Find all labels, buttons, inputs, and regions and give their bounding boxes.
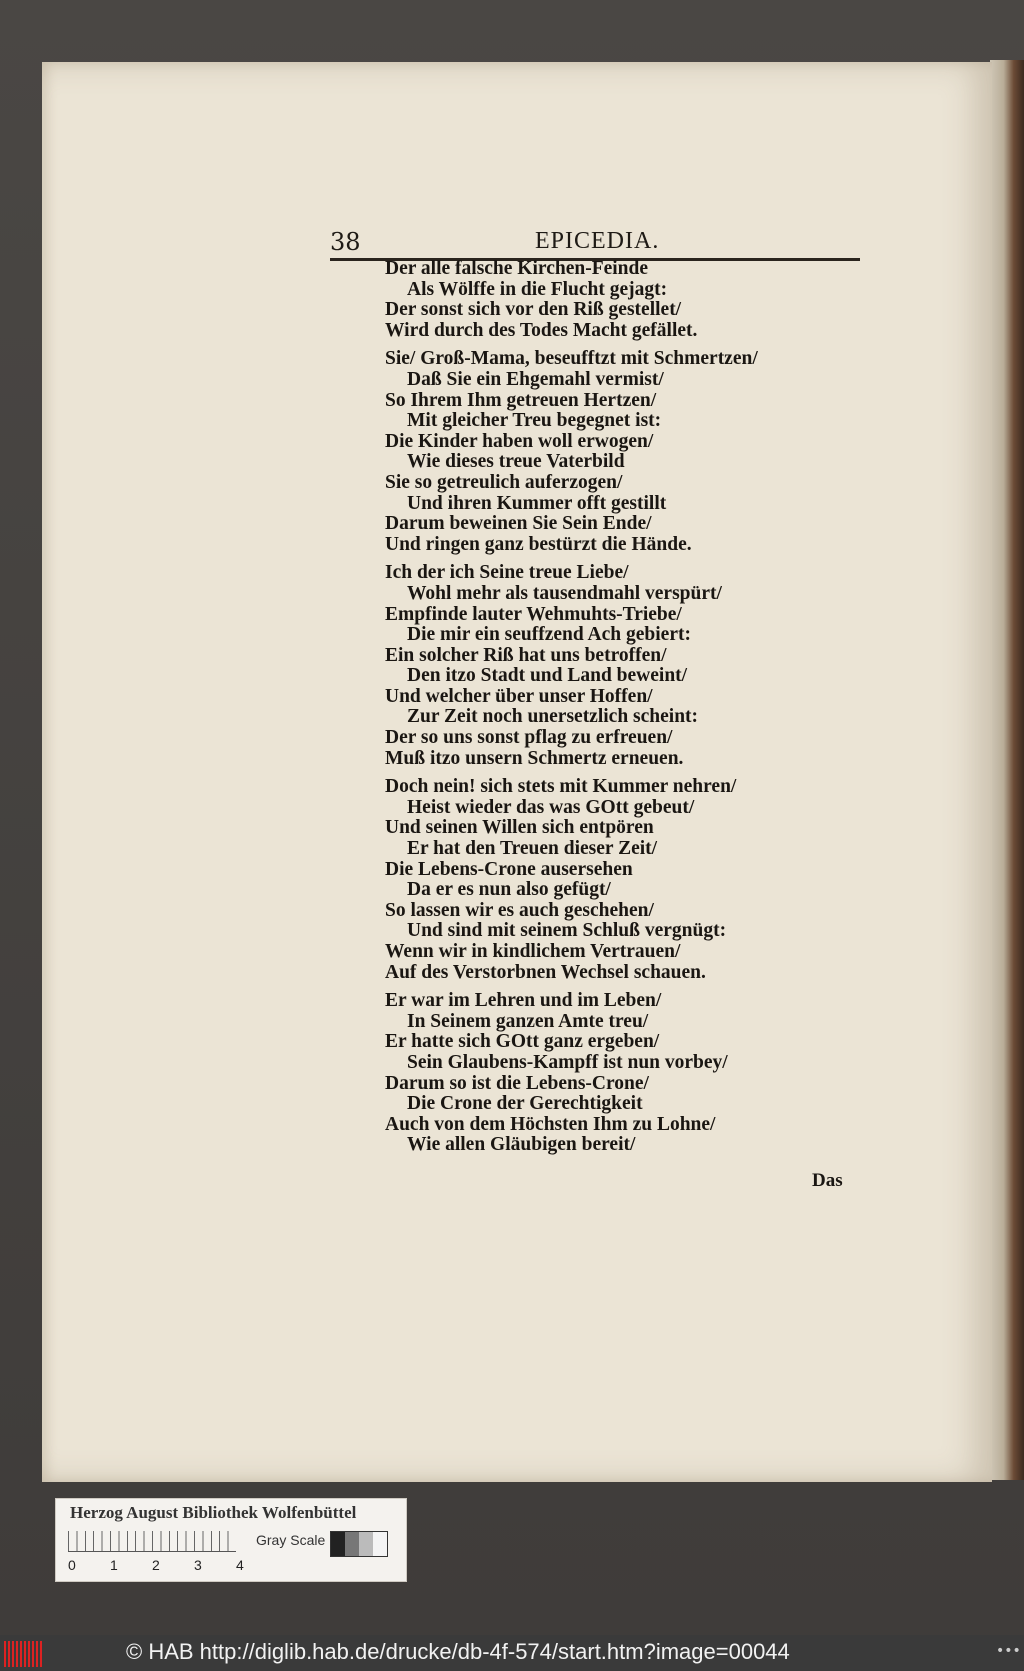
poem-line: Die Crone der Gerechtigkeit (407, 1093, 643, 1115)
poem-text (385, 259, 845, 1164)
gray-swatch (331, 1532, 345, 1556)
page-header (330, 228, 860, 258)
gray-swatch (359, 1532, 373, 1556)
poem-line: In Seinem ganzen Amte treu/ (407, 1010, 649, 1032)
gray-scale-swatch (330, 1531, 388, 1557)
poem-line: Der so uns sonst pflag zu erfreuen/ (385, 727, 673, 749)
gray-scale-label: Gray Scale (256, 1532, 326, 1548)
poem-line: Zur Zeit noch unersetzlich scheint: (407, 706, 699, 728)
ruler-number: 3 (194, 1557, 202, 1573)
poem-line: Die Kinder haben woll erwogen/ (385, 430, 654, 452)
poem-line: Mit gleicher Treu begegnet ist: (407, 410, 662, 432)
poem-line: Sie so getreulich auferzogen/ (385, 471, 623, 493)
poem-line: Der sonst sich vor den Riß gestellet/ (385, 299, 682, 321)
poem-line: Daß Sie ein Ehgemahl vermist/ (407, 368, 664, 390)
poem-line: Ein solcher Riß hat uns betroffen/ (385, 644, 667, 666)
poem-line: So lassen wir es auch geschehen/ (385, 899, 654, 921)
page-number: 38 (330, 228, 361, 256)
gray-swatch (373, 1532, 387, 1556)
poem-line: Sie/ Groß-Mama, beseufftzt mit Schmertzen/ (385, 348, 758, 370)
poem-line: Darum so ist die Lebens-Crone/ (385, 1072, 649, 1094)
footer-source-link[interactable]: © HAB http://diglib.hab.de/drucke/db-4f-574/start.htm?image=00044 (126, 1639, 790, 1664)
poem-line: Wie dieses treue Vaterbild (407, 451, 625, 473)
stanza (385, 349, 845, 555)
catchword: Das (812, 1170, 843, 1191)
hab-logo-icon (4, 1641, 44, 1667)
poem-line: Darum beweinen Sie Sein Ende/ (385, 513, 652, 535)
poem-line: Er hat den Treuen dieser Zeit/ (407, 838, 658, 860)
poem-line: Doch nein! sich stets mit Kummer nehren/ (385, 776, 737, 798)
poem-line: Als Wölffe in die Flucht gejagt: (407, 278, 668, 300)
poem-line: Und welcher über unser Hoffen/ (385, 685, 653, 707)
poem-line: Auch von dem Höchsten Ihm zu Lohne/ (385, 1113, 716, 1135)
ruler-numbers (68, 1557, 268, 1575)
stanza (385, 991, 845, 1156)
book-edge (990, 60, 1024, 1480)
ruler-number: 4 (236, 1557, 244, 1573)
ruler-number: 1 (110, 1557, 118, 1573)
poem-line: Auf des Verstorbnen Wechsel schauen. (385, 961, 706, 983)
library-name: Herzog August Bibliothek Wolfenbüttel (70, 1503, 357, 1522)
poem-line: Die mir ein seuffzend Ach gebiert: (407, 624, 691, 646)
poem-line: Muß itzo unsern Schmertz erneuen. (385, 747, 684, 769)
poem-line: Und ihren Kummer offt gestillt (407, 492, 667, 514)
poem-line: Empfinde lauter Wehmuhts-Triebe/ (385, 603, 682, 625)
poem-line: Ich der ich Seine treue Liebe/ (385, 562, 629, 584)
gray-swatch (345, 1532, 359, 1556)
poem-line: Wird durch des Todes Macht gefället. (385, 319, 698, 341)
stanza (385, 563, 845, 769)
ruler (68, 1531, 236, 1552)
poem-line: Da er es nun also gefügt/ (407, 879, 611, 901)
poem-line: Er war im Lehren und im Leben/ (385, 990, 662, 1012)
poem-line: Wie allen Gläubigen bereit/ (407, 1134, 636, 1156)
poem-line: Wohl mehr als tausendmahl verspürt/ (407, 582, 722, 604)
poem-line: Wenn wir in kindlichem Vertrauen/ (385, 941, 681, 962)
poem-line: Und sind mit seinem Schluß vergnügt: (407, 920, 727, 942)
ruler-number: 0 (68, 1557, 76, 1573)
poem-line: Der alle falsche Kirchen-Feinde (385, 258, 649, 279)
poem-line: Und seinen Willen sich entpören (385, 817, 654, 839)
more-icon[interactable]: ••• (996, 1643, 1021, 1659)
stanza (385, 259, 845, 341)
poem-line: Den itzo Stadt und Land beweint/ (407, 665, 688, 687)
poem-line: Er hatte sich GOtt ganz ergeben/ (385, 1031, 660, 1053)
poem-line: Und ringen ganz bestürzt die Hände. (385, 533, 692, 555)
running-title: EPICEDIA. (535, 228, 660, 254)
footer-bar (0, 1635, 1024, 1671)
ruler-number: 2 (152, 1557, 160, 1573)
poem-line: So Ihrem Ihm getreuen Hertzen/ (385, 389, 657, 411)
poem-line: Sein Glaubens-Kampff ist nun vorbey/ (407, 1051, 728, 1073)
stanza (385, 777, 845, 983)
scale-card (55, 1498, 407, 1582)
poem-line: Heist wieder das was GOtt gebeut/ (407, 796, 695, 818)
poem-line: Die Lebens-Crone ausersehen (385, 858, 633, 880)
